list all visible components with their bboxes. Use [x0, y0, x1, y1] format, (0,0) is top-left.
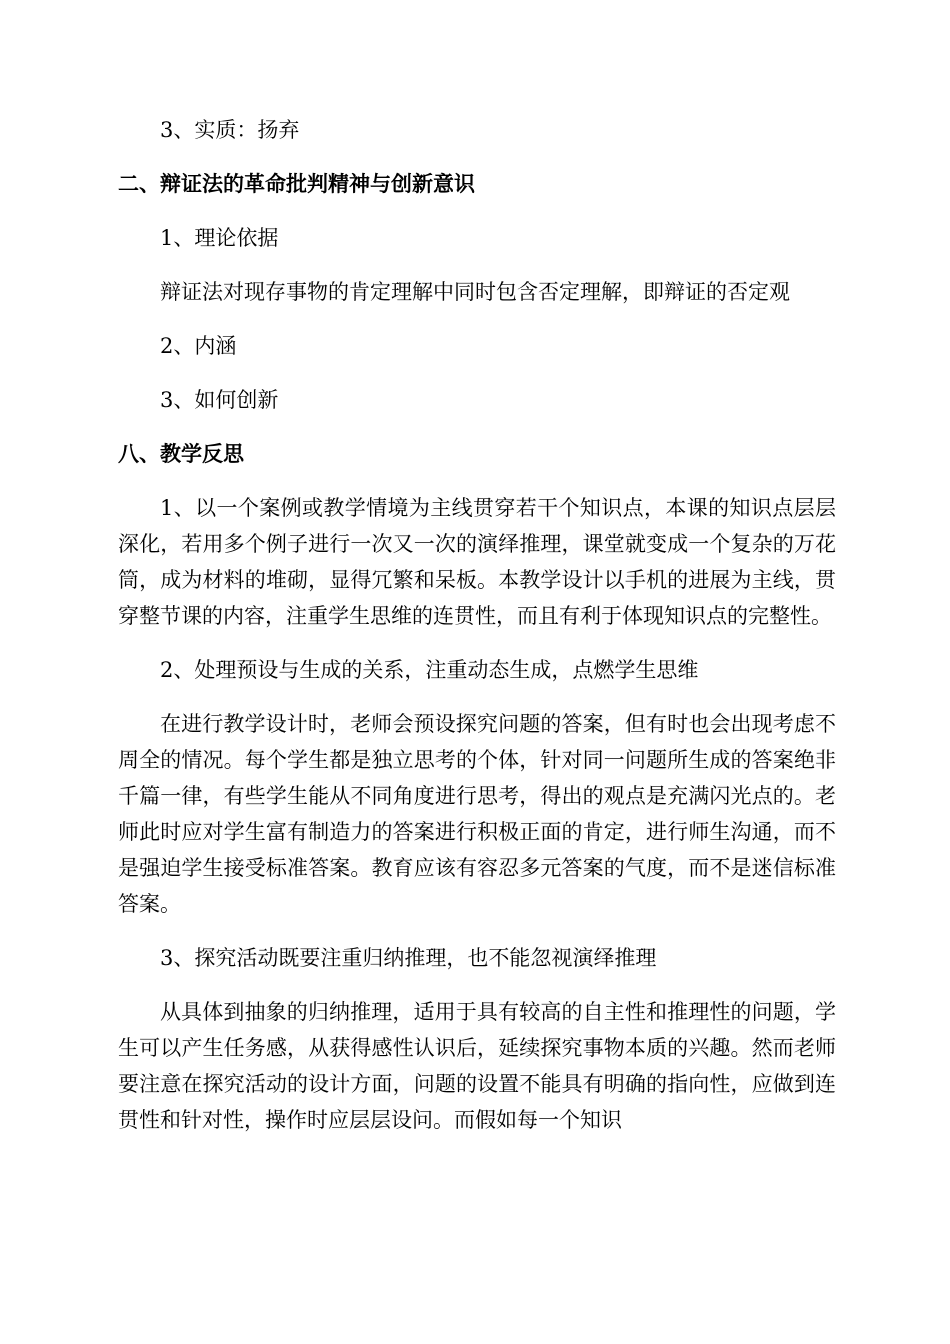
paragraph-theory-basis: 辩证法对现存事物的肯定理解中同时包含否定理解，即辩证的否定观	[160, 280, 790, 304]
document-body	[118, 112, 836, 1156]
subitem-essence: 3、实质：扬弃	[160, 118, 300, 142]
subitem-connotation: 2、内涵	[160, 334, 237, 358]
paragraph-reflection-1: 1、以一个案例或教学情境为主线贯穿若干个知识点，本课的知识点层层深化，若用多个例子进行一次又一次的演绎推理，课堂就变成一个复杂的万花筒，成为材料的堆砌，显得冗繁和呆板。本教学设计以手机的进展为主线，贯穿整节课的内容，注重学生思维的连贯性，而且有利于体现知识点的完整性。	[118, 496, 836, 628]
subitem-how-to-innovate: 3、如何创新	[160, 388, 279, 412]
paragraph-reflection-2: 在进行教学设计时，老师会预设探究问题的答案，但有时也会出现考虑不周全的情况。每个学生都是独立思考的个体，针对同一问题所生成的答案绝非千篇一律，有些学生能从不同角度进行思考，得出的观点是充满闪光点的。老师此时应对学生富有制造力的答案进行积极正面的肯定，进行师生沟通，而不是强迫学生接受标准答案。教育应该有容忍多元答案的气度，而不是迷信标准答案。	[118, 712, 836, 916]
section-heading-teaching-reflection: 八、教学反思	[118, 442, 244, 466]
subitem-reflection-3: 3、探究活动既要注重归纳推理，也不能忽视演绎推理	[160, 946, 657, 970]
paragraph-reflection-3: 从具体到抽象的归纳推理，适用于具有较高的自主性和推理性的问题，学生可以产生任务感，从获得感性认识后，延续探究事物本质的兴趣。然而老师要注意在探究活动的设计方面，问题的设置不能具有明确的指向性，应做到连贯性和针对性，操作时应层层设问。而假如每一个知识	[118, 1000, 836, 1132]
subitem-reflection-2: 2、处理预设与生成的关系，注重动态生成，点燃学生思维	[160, 658, 699, 682]
section-heading-dialectics: 二、辩证法的革命批判精神与创新意识	[118, 172, 475, 196]
subitem-theory-basis: 1、理论依据	[160, 226, 279, 250]
